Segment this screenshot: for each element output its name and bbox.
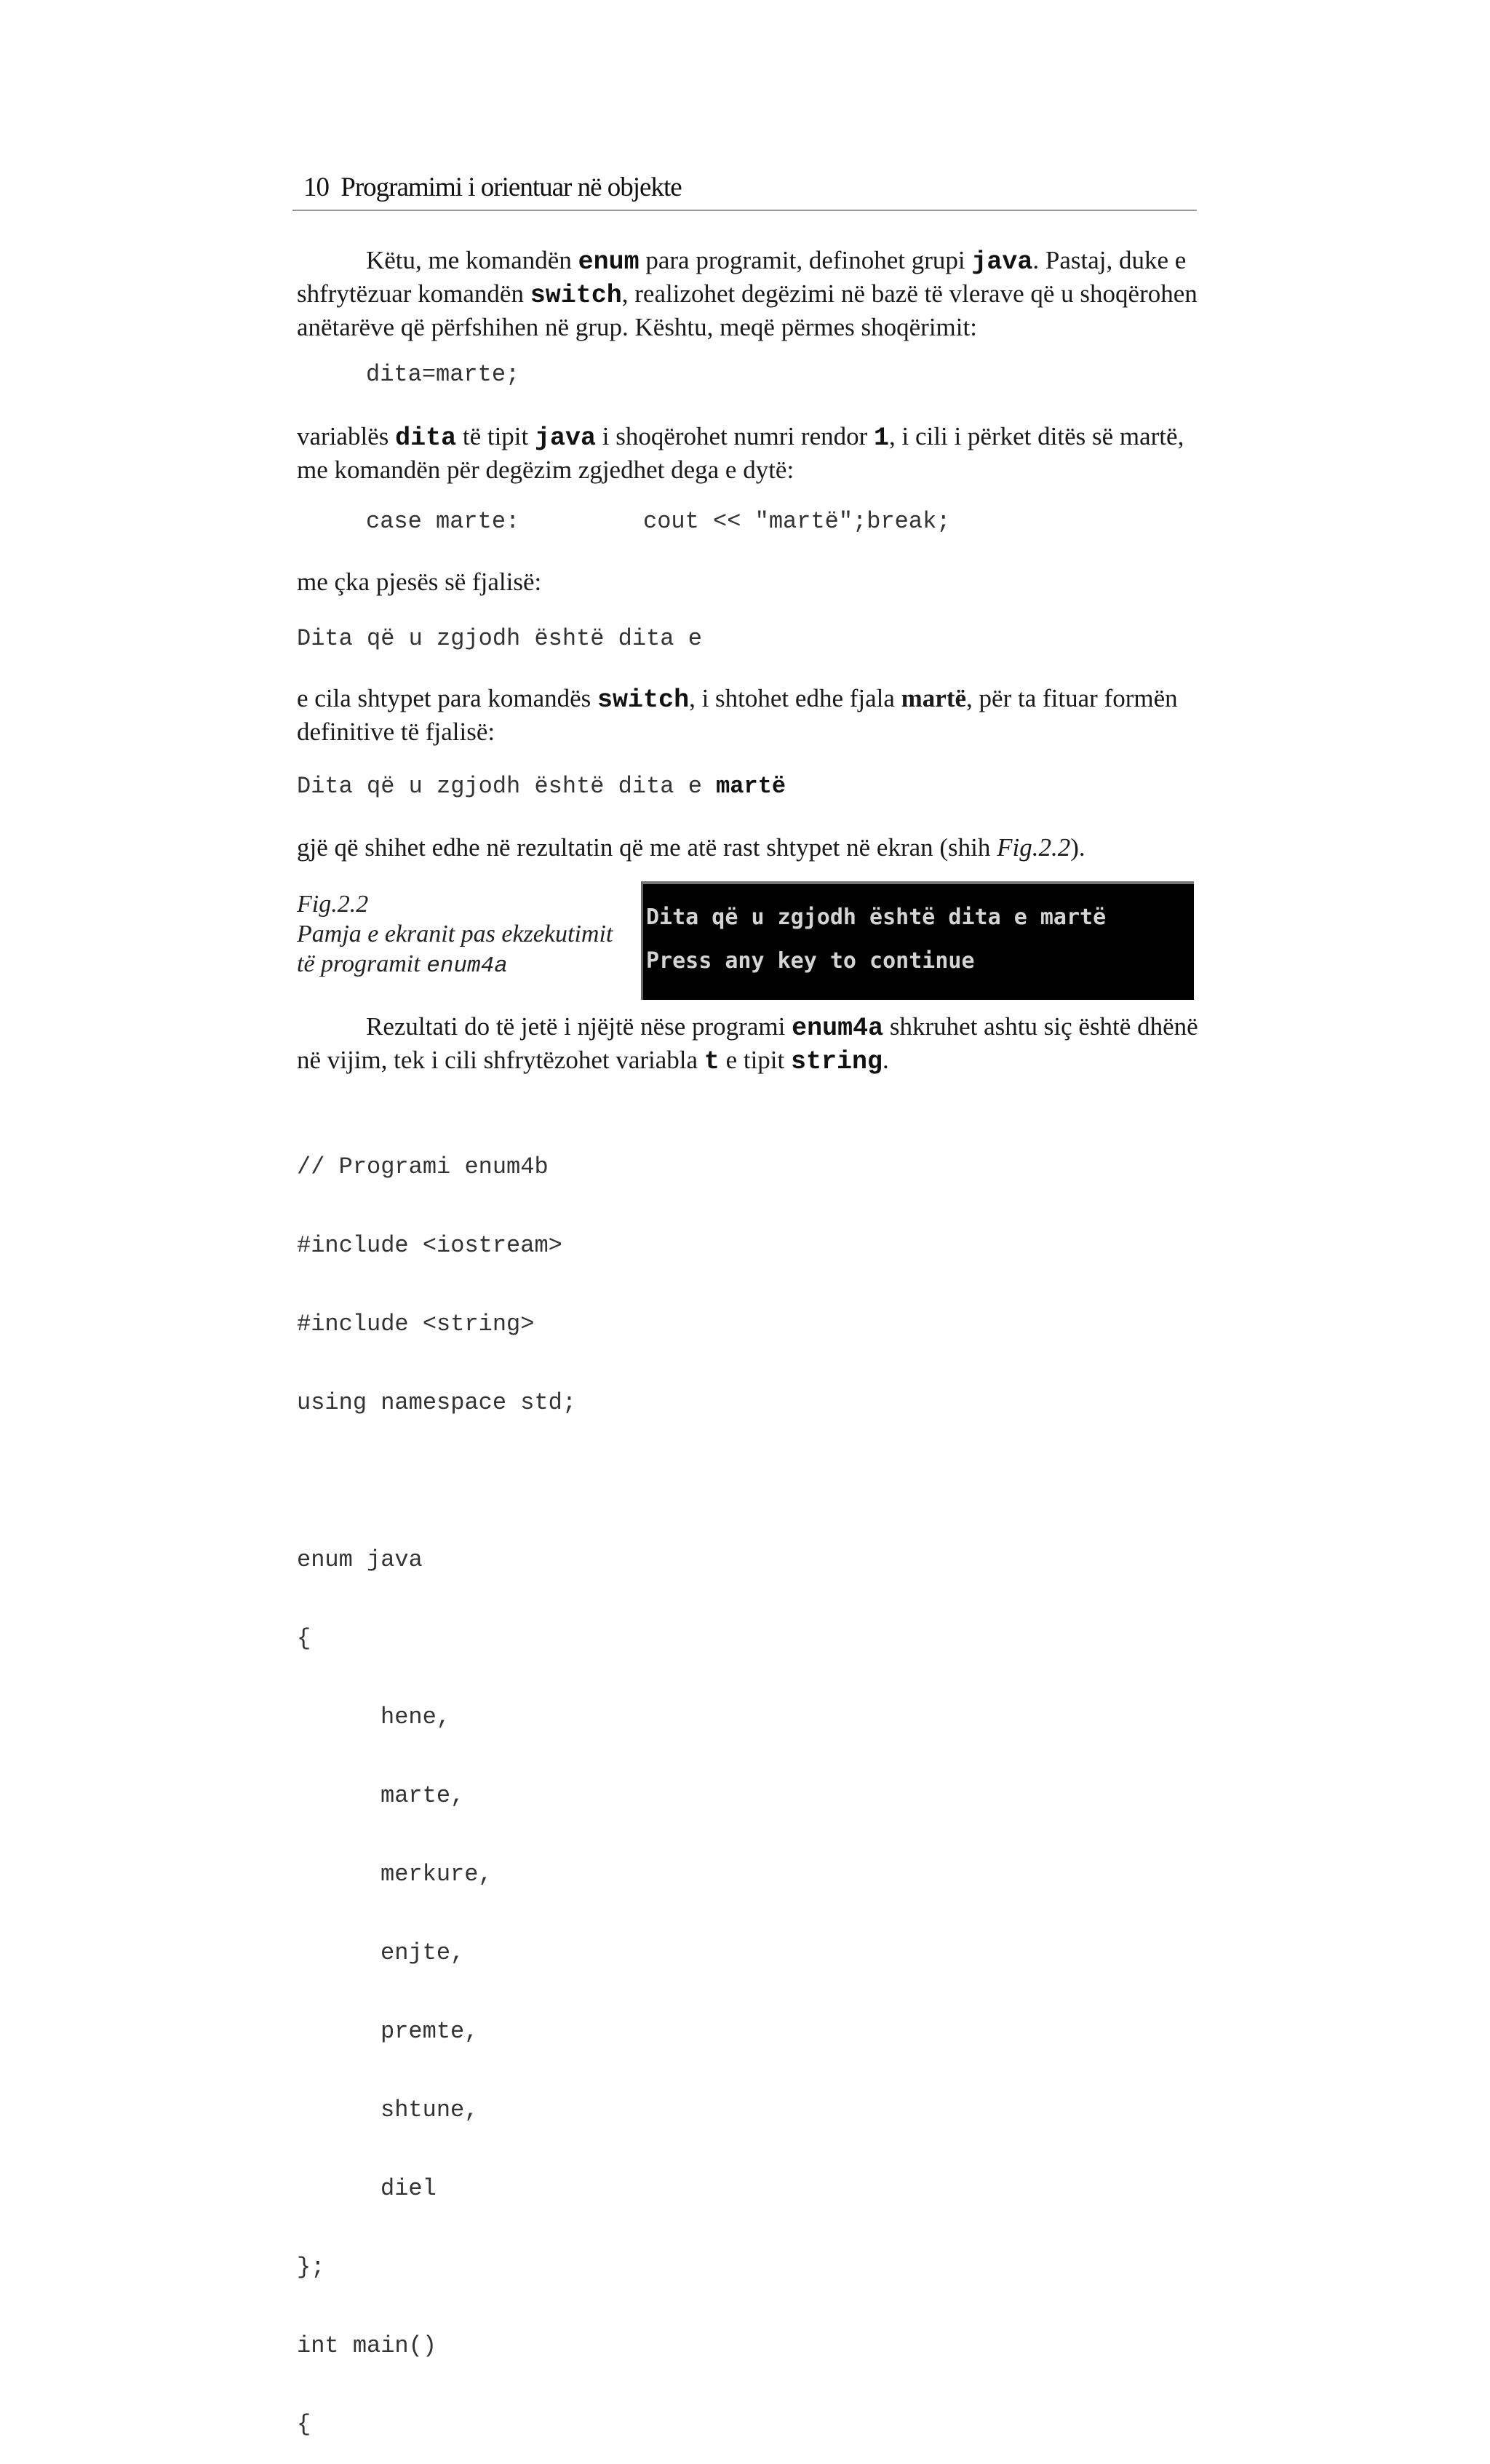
figure-label: Fig.2.2 [297,891,369,918]
code-line: #include <string> [297,1311,535,1338]
code-line: { [297,2411,311,2438]
code-line: shtune, [381,2097,479,2123]
code-assignment: dita=marte; [366,361,520,388]
console-output-line: Dita që u zgjodh është dita e martë [646,905,1107,930]
code-line: // Programi enum4b [297,1153,549,1180]
code-line: int main() [297,2332,437,2359]
paragraph-5: gjë që shihet edhe në rezultatin që me atë rast shtypet në ekran (shih Fig.2.2). [297,833,1085,862]
console-prompt-line: Press any key to continue [646,948,975,974]
code-line: premte, [381,2018,479,2045]
code-line: using namespace std; [297,1389,577,1416]
code-line: { [297,1625,311,1652]
code-listing [297,1102,576,2464]
paragraph-1: Këtu, me komandën enum para programit, definohet grupi java. Pastaj, duke e shfrytëzuar komandën switch, realizohet degëzimi në bazë të vlerave që u shoqërohen anëtarëve që përfshihen në grup. Kështu, meqë përmes shoqërimit: [297,246,1198,341]
code-case-label: case marte: [366,508,520,535]
code-line: enum java [297,1546,423,1573]
book-title: Programimi i orientuar në objekte [340,172,682,202]
page-header [303,172,1195,203]
figure-caption-line-1: Pamja e ekranit pas ekzekutimit [297,921,613,947]
paragraph-4: e cila shtypet para komandës switch, i shtohet edhe fjala martë, për ta fituar formën definitive të fjalisë: [297,684,1178,746]
code-line: enjte, [381,1939,465,1966]
code-line: #include <iostream> [297,1232,562,1259]
code-line: marte, [381,1782,465,1809]
paragraph-3: me çka pjesës së fjalisë: [297,568,542,596]
figure-caption [297,889,639,981]
console-screenshot [641,881,1194,1000]
paragraph-6: Rezultati do të jetë i njëjtë nëse programi enum4a shkruhet ashtu siç është dhënë në vijim, tek i cili shfrytëzohet variabla t e tipit string. [297,1012,1198,1076]
header-rule [292,210,1197,211]
code-sentence-part: Dita që u zgjodh është dita e [297,625,702,652]
code-case-statement: cout << "martë";break; [643,508,951,535]
code-line: }; [297,2254,325,2281]
code-line: merkure, [381,1861,493,1888]
page-number: 10 [303,172,329,202]
code-sentence-full: Dita që u zgjodh është dita e martë [297,773,786,800]
paragraph-2: variablës dita të tipit java i shoqërohet numri rendor 1, i cili i përket ditës së martë, me komandën për degëzim zgjedhet dega e dytë: [297,422,1184,484]
figure-caption-line-2: të programit enum4a [297,950,508,979]
code-line: hene, [381,1704,451,1730]
code-line [297,1469,576,1495]
code-line: diel [381,2175,437,2202]
